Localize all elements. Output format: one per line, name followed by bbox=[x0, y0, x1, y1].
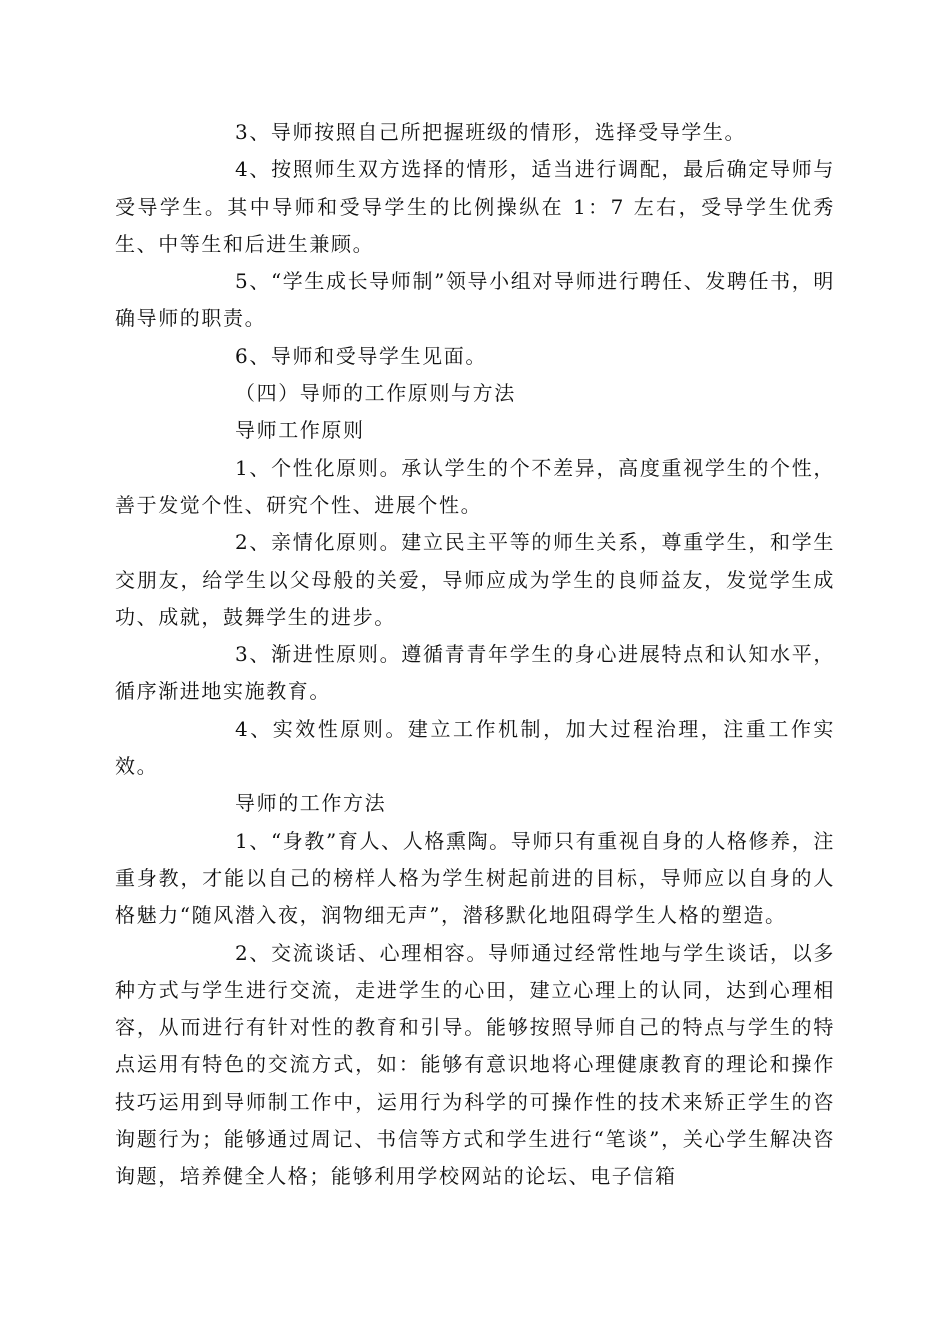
paragraph-step-6: 6、导师和受导学生见面。 bbox=[235, 343, 487, 368]
section-heading-4: （四）导师的工作原则与方法 bbox=[235, 381, 516, 406]
subheading-principles: 导师工作原则 bbox=[235, 418, 365, 443]
paragraph-step-5: 5、“学生成长导师制”领导小组对导师进行聘任、发聘任书，明确导师的职责。 bbox=[115, 269, 835, 331]
paragraph-step-4: 4、按照师生双方选择的情形，适当进行调配，最后确定导师与受导学生。其中导师和受导学生的比例操纵在 1：7 左右，受导学生优秀生、中等生和后进生兼顾。 bbox=[115, 157, 835, 256]
document-body bbox=[115, 114, 835, 1196]
paragraph-principle-1: 1、个性化原则。承认学生的个不差异，高度重视学生的个性，善于发觉个性、研究个性、进展个性。 bbox=[115, 455, 835, 517]
paragraph-method-2: 2、交流谈话、心理相容。导师通过经常性地与学生谈话，以多种方式与学生进行交流，走进学生的心田，建立心理上的认同，达到心理相容，从而进行有针对性的教育和引导。能够按照导师自己的特点与学生的特点运用有特色的交流方式，如：能够有意识地将心理健康教育的理论和操作技巧运用到导师制工作中，运用行为科学的可操作性的技术来矫正学生的咨询题行为；能够通过周记、书信等方式和学生进行“笔谈”，关心学生解决咨询题，培养健全人格；能够利用学校网站的论坛、电子信箱 bbox=[115, 940, 835, 1189]
paragraph-method-1: 1、“身教”育人、人格熏陶。导师只有重视自身的人格修养，注重身教，才能以自己的榜样人格为学生树起前进的目标，导师应以自身的人格魅力“随风潜入夜，润物细无声”，潜移默化地阻碍学生人格的塑造。 bbox=[115, 828, 835, 928]
paragraph-principle-2: 2、亲情化原则。建立民主平等的师生关系，尊重学生，和学生交朋友，给学生以父母般的关爱，导师应成为学生的良师益友，发觉学生成功、成就，鼓舞学生的进步。 bbox=[115, 530, 835, 629]
paragraph-principle-3: 3、渐进性原则。遵循青青年学生的身心进展特点和认知水平，循序渐进地实施教育。 bbox=[115, 642, 835, 704]
paragraph-step-3: 3、导师按照自己所把握班级的情形，选择受导学生。 bbox=[235, 120, 747, 144]
subheading-methods: 导师的工作方法 bbox=[235, 791, 387, 816]
paragraph-principle-4: 4、实效性原则。建立工作机制，加大过程治理，注重工作实效。 bbox=[115, 716, 835, 779]
